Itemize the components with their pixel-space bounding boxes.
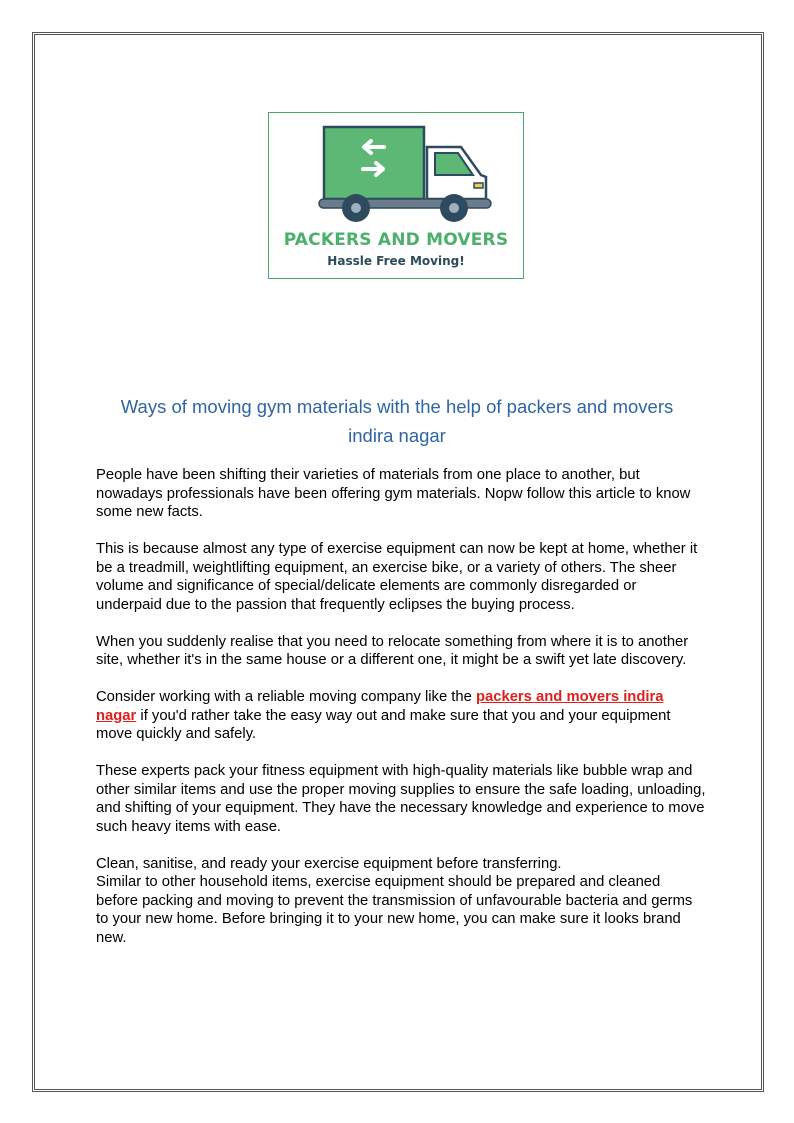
logo-brand-name: PACKERS AND MOVERS <box>283 230 509 250</box>
paragraph-moving-company <box>96 688 706 744</box>
article-title: Ways of moving gym materials with the help of packers and movers indira nagar <box>120 396 674 446</box>
paragraph-intro: People have been shifting their varieties of materials from one place to another, but nowadays professionals have been offering gym materials. Nopw follow this article to know some new facts. <box>96 467 691 520</box>
company-logo <box>268 112 524 279</box>
paragraph-clean-heading: Clean, sanitise, and ready your exercise equipment before transferring. <box>96 855 562 872</box>
logo-tagline: Hassle Free Moving! <box>327 254 465 268</box>
paragraph-relocation: When you suddenly realise that you need to relocate something from where it is to another site, whether it's in the same house or a different one, it might be a swift yet late discovery. <box>96 633 689 668</box>
article-body <box>96 466 706 966</box>
paragraph-text-after-link: if you'd rather take the easy way out and make sure that you and your equipment move quickly and safely. <box>96 707 671 742</box>
paragraph-experts: These experts pack your fitness equipment with high-quality materials like bubble wrap and other similar items and use the proper moving supplies to ensure the safe loading, unloading, and shifting of your equipment. They have the necessary knowledge and experience to move such heavy items with ease. <box>96 763 706 835</box>
moving-truck-icon <box>269 113 523 233</box>
paragraph-text-before-link: Consider working with a reliable moving company like the <box>96 689 476 705</box>
paragraph-home-equipment: This is because almost any type of exercise equipment can now be kept at home, whether it be a treadmill, weightlifting equipment, an exercise bike, or a variety of others. The sheer volume and significance of special/delicate elements are commonly disregarded or underpaid due to the passion that frequently eclipses the buying process. <box>96 541 698 613</box>
packers-movers-link[interactable]: packers and movers indira nagar <box>96 689 664 724</box>
paragraph-clean-body: Similar to other household items, exercise equipment should be prepared and cleaned before packing and moving to prevent the transmission of unfavourable bacteria and germs to your new home. Before bringing it to your new home, you can make sure it looks brand new. <box>96 874 693 946</box>
